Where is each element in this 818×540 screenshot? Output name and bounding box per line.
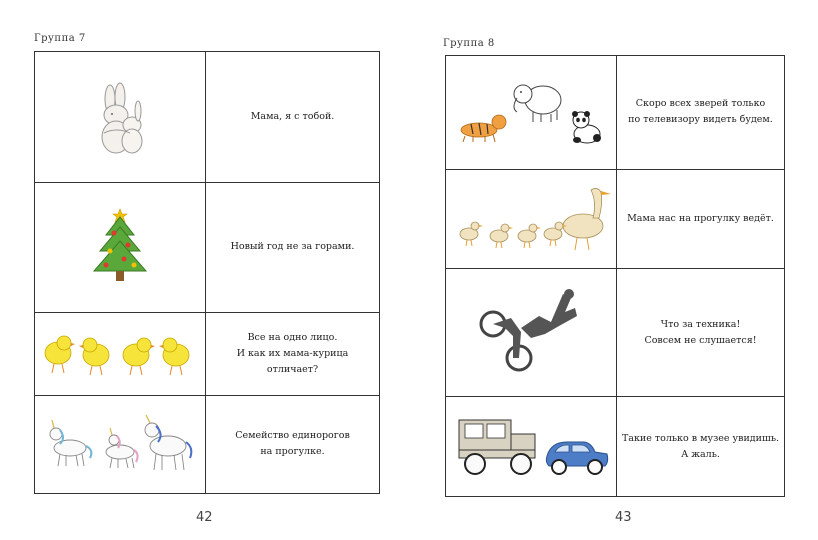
card-picture-cell (446, 169, 617, 269)
card-picture-cell (446, 269, 617, 397)
card-caption (617, 269, 785, 397)
card-caption (617, 397, 785, 497)
group-title: Группа 7 (34, 33, 86, 44)
four-chicks-illustration (40, 329, 200, 379)
motocross-rider-illustration (471, 288, 591, 378)
group-title: Группа 8 (443, 38, 495, 49)
card-row (35, 313, 380, 395)
card-picture-cell (446, 56, 617, 170)
page-number: 43 (615, 510, 632, 525)
card-caption (206, 395, 380, 493)
bunnies-hug-illustration (80, 77, 160, 157)
card-caption (206, 182, 380, 313)
tiger-elephant-panda-illustration (451, 72, 611, 152)
caption-line: на прогулке. (260, 446, 325, 458)
card-picture-cell (35, 182, 206, 313)
right-page (409, 0, 818, 540)
card-caption (206, 52, 380, 183)
christmas-tree-illustration (90, 207, 150, 287)
card-caption (617, 169, 785, 269)
caption-line: Мама нас на прогулку ведёт. (627, 213, 774, 225)
caption-line: Что за техника! (660, 318, 741, 330)
card-picture-cell (35, 52, 206, 183)
page-number: 42 (196, 510, 213, 525)
card-row (446, 397, 785, 497)
card-row (446, 56, 785, 170)
caption-line: Новый год не за горами. (230, 241, 355, 253)
caption-line: отличает? (266, 363, 319, 375)
card-row (35, 52, 380, 183)
unicorn-family-illustration (40, 414, 200, 474)
card-caption (617, 56, 785, 170)
card-table (34, 51, 380, 494)
card-picture-cell (446, 397, 617, 497)
card-table (445, 55, 785, 497)
card-picture-cell (35, 395, 206, 493)
card-row (446, 269, 785, 397)
goose-with-goslings-illustration (451, 184, 611, 254)
card-row (446, 169, 785, 269)
caption-line: Скоро всех зверей только (635, 98, 766, 110)
caption-line: И как их мама-курица (236, 347, 349, 359)
caption-line: Совсем не слушается! (644, 334, 757, 346)
caption-line: по телевизору видеть будем. (628, 114, 773, 126)
caption-line: Такие только в музее увидишь. (621, 432, 780, 444)
caption-line: А жаль. (681, 448, 720, 460)
card-caption (206, 313, 380, 395)
vintage-cars-illustration (451, 412, 611, 482)
caption-line: Все на одно лицо. (247, 331, 338, 343)
card-row (35, 182, 380, 313)
caption-line: Мама, я с тобой. (250, 110, 335, 122)
card-row (35, 395, 380, 493)
caption-line: Семейство единорогов (235, 430, 350, 442)
card-picture-cell (35, 313, 206, 395)
